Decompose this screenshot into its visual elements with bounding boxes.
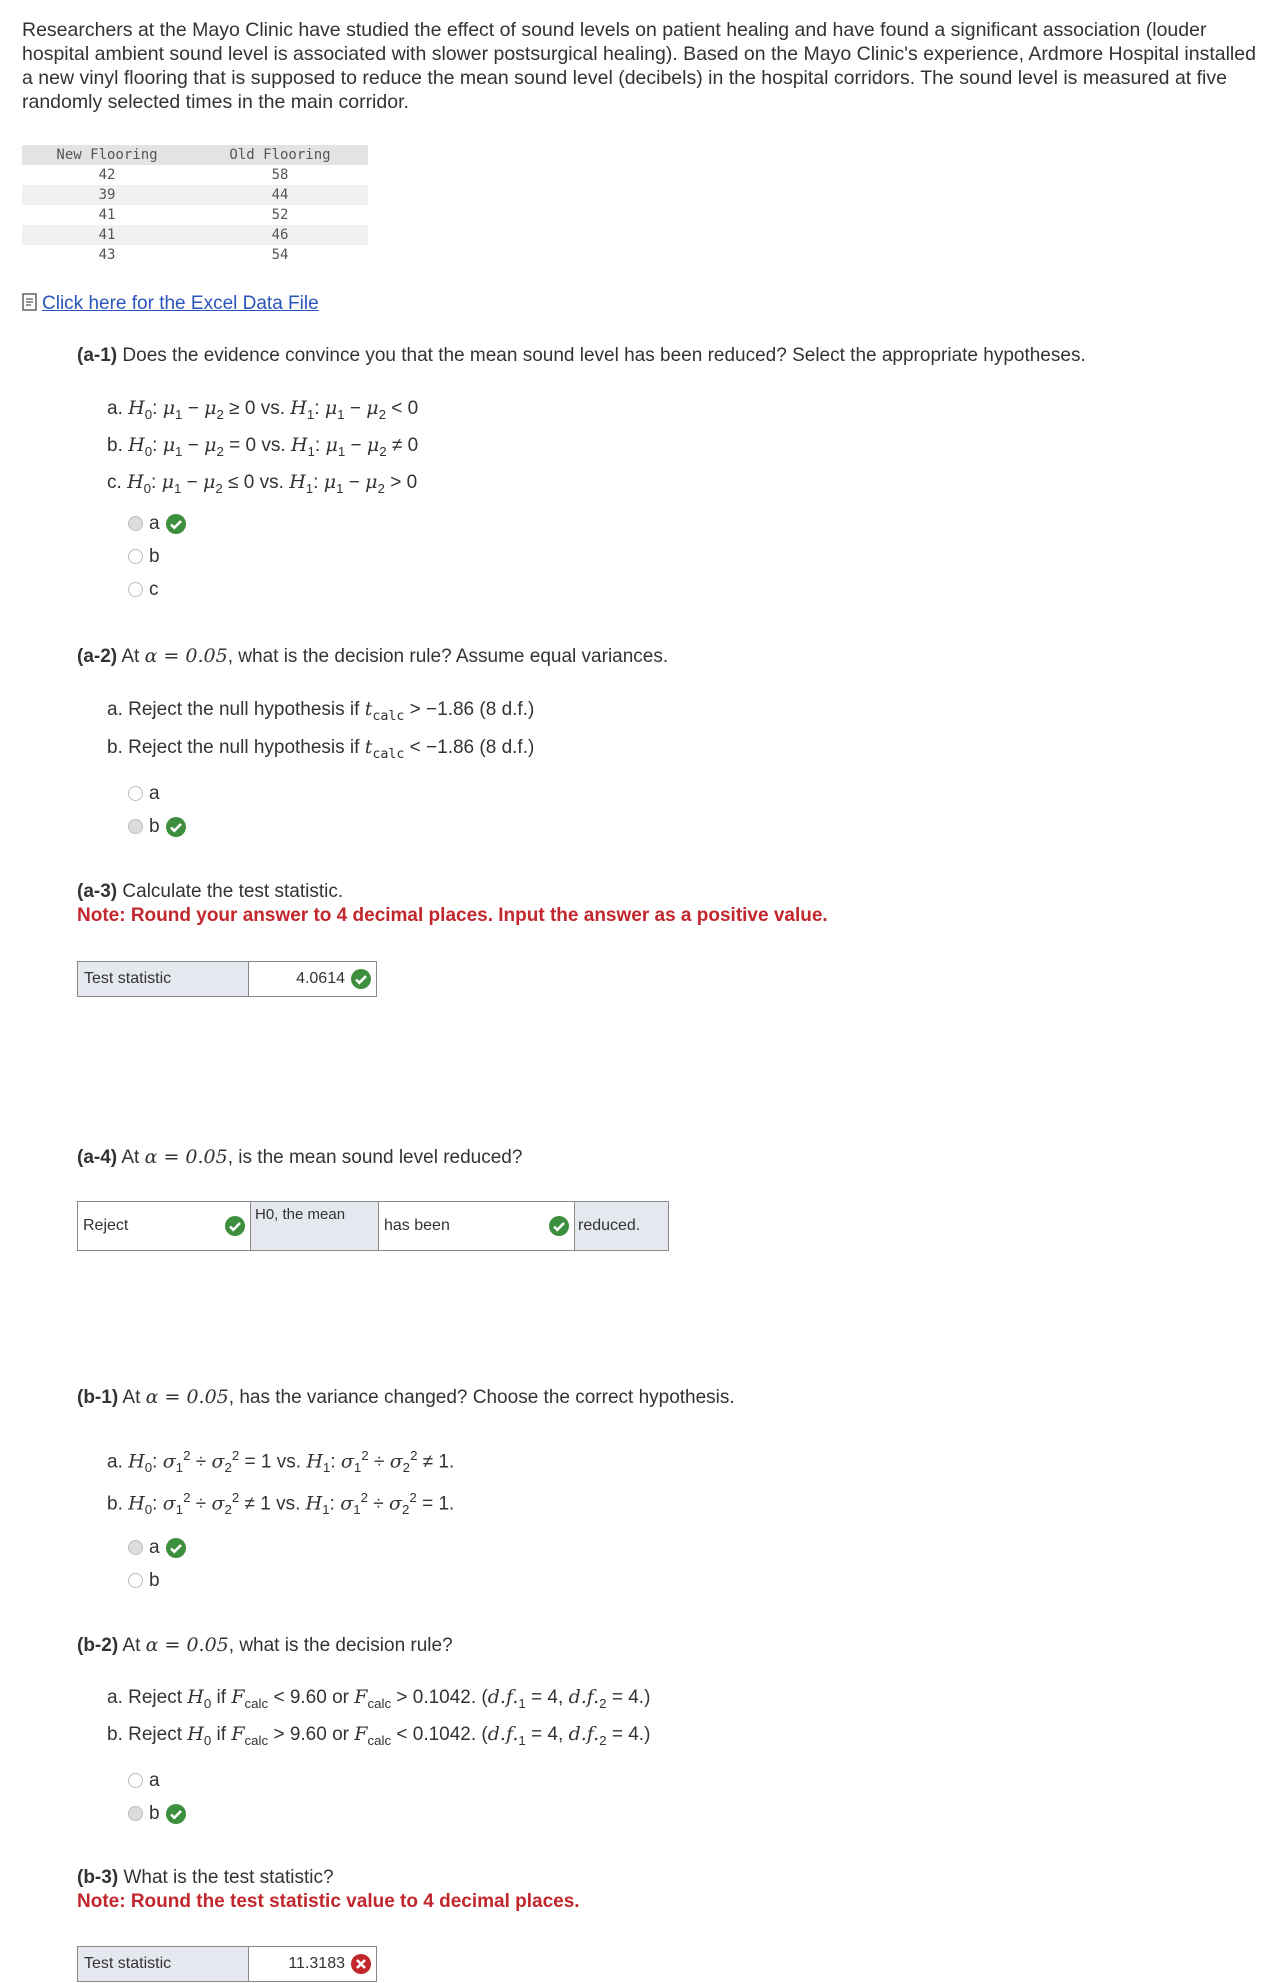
table-cell: 41 xyxy=(22,225,192,245)
table-cell: 41 xyxy=(98,207,116,223)
radio-b[interactable]: b xyxy=(128,1564,187,1597)
question-a2: (a-2) At α = 0.05, what is the decision rule? Assume equal variances. xyxy=(77,645,669,667)
radio-circle[interactable] xyxy=(128,1573,143,1588)
radio-a[interactable]: a xyxy=(128,1764,187,1797)
radio-a[interactable]: a xyxy=(128,507,187,540)
radio-a[interactable]: a xyxy=(128,1531,187,1564)
check-icon xyxy=(165,816,187,838)
static-text-reduced: reduced. xyxy=(575,1202,668,1250)
b1-radio-group xyxy=(128,1531,187,1597)
answer-input[interactable]: 11.3183 xyxy=(249,1947,376,1981)
a1-options xyxy=(107,393,418,503)
table-cell: 42 xyxy=(98,167,116,183)
radio-b[interactable]: b xyxy=(128,540,187,573)
question-b3: (b-3) What is the test statistic? Note: Round the test statistic value to 4 decimal places. xyxy=(77,1867,580,1912)
b2-radio-group xyxy=(128,1764,187,1830)
radio-circle[interactable] xyxy=(128,1806,143,1821)
radio-circle[interactable] xyxy=(128,1540,143,1555)
question-b1: (b-1) At α = 0.05, has the variance changed? Choose the correct hypothesis. xyxy=(77,1386,735,1408)
radio-circle[interactable] xyxy=(128,786,143,801)
check-icon xyxy=(165,1537,187,1559)
option-b: b. $H_0$: $\mu_1 - \mu_2 = 0$ vs. $H_1$: $\mu_1 - \mu_2 \ne 0$ xyxy=(107,433,419,459)
problem-intro: Researchers at the Mayo Clinic have studied the effect of sound levels on patient healing and have found a significant association (louder hospital ambient sound level is associated with slower postsurgical healing). Based on the Mayo Clinic's experience, Ardmore Hospital installed a new vinyl flooring that is supposed to reduce the mean sound level (decibels) in the hospital corridors. The sound level is measured at five randomly selected times in the main corridor. xyxy=(22,19,1256,113)
b2-options xyxy=(107,1682,650,1756)
question-b2: (b-2) At α = 0.05, what is the decision rule? xyxy=(77,1634,453,1656)
radio-a[interactable]: a xyxy=(128,777,187,810)
option-a: a. $H_0$: $\mu_1 - \mu_2 \ge 0$ vs. $H_1$: $\mu_1 - \mu_2 < 0$ xyxy=(107,397,419,422)
question-text: Does the evidence convince you that the mean sound level has been reduced? Select the appropriate hypotheses. xyxy=(122,345,1086,366)
a2-options xyxy=(107,694,534,770)
option-b: b. Reject $H_0$ if $F_{calc} > 9.60$ or $F_{calc} < 0.1042$. ($d.f._1 = 4$, $d.f._2 = 4$.) xyxy=(107,1722,651,1748)
error-icon xyxy=(350,1953,372,1975)
a1-radio-group xyxy=(128,507,187,606)
excel-link-text: Click here for the Excel Data File xyxy=(42,293,319,314)
table-cell: 43 xyxy=(98,247,116,263)
question-a1 xyxy=(77,345,1086,367)
check-icon xyxy=(548,1215,570,1237)
question-a4: (a-4) At α = 0.05, is the mean sound level reduced? xyxy=(77,1146,523,1168)
b1-options xyxy=(107,1441,454,1525)
radio-circle[interactable] xyxy=(128,1773,143,1788)
static-text-h0: H0, the mean xyxy=(251,1202,379,1250)
check-icon xyxy=(165,513,187,535)
note-text: Note: Round the test statistic value to 4 decimal places. xyxy=(77,1891,580,1912)
answer-label: Test statistic xyxy=(78,962,249,996)
radio-b[interactable]: b xyxy=(128,1797,187,1830)
data-table xyxy=(22,145,368,265)
table-header: Old Flooring xyxy=(192,145,368,165)
answer-input[interactable]: 4.0614 xyxy=(249,962,376,996)
question-label: (a-1) xyxy=(77,345,118,366)
note-text: Note: Round your answer to 4 decimal places. Input the answer as a positive value. xyxy=(77,905,828,926)
table-cell: 52 xyxy=(271,207,289,223)
check-icon xyxy=(350,968,372,990)
check-icon xyxy=(165,1803,187,1825)
question-a3: (a-3) Calculate the test statistic. Note: Round your answer to 4 decimal places. Input the answer as a positive value. xyxy=(77,881,828,926)
radio-c[interactable]: c xyxy=(128,573,187,606)
radio-circle[interactable] xyxy=(128,819,143,834)
radio-circle[interactable] xyxy=(128,549,143,564)
table-cell: 46 xyxy=(192,225,368,245)
a2-radio-group xyxy=(128,777,187,843)
option-c: c. $H_0$: $\mu_1 - \mu_2 \le 0$ vs. $H_1$: $\mu_1 - \mu_2 > 0$ xyxy=(107,470,418,496)
dropdown-reject[interactable]: Reject xyxy=(78,1202,251,1250)
radio-circle[interactable] xyxy=(128,516,143,531)
option-b: b. $H_0$: $\sigma_1^2 \div \sigma_2^2 \ne 1$ vs. $H_1$: $\sigma_1^2 \div \sigma_2^2 = 1$. xyxy=(107,1490,455,1518)
option-a: a. Reject $H_0$ if $F_{calc} < 9.60$ or $F_{calc} > 0.1042$. ($d.f._1 = 4$, $d.f._2 = 4$.) xyxy=(107,1686,651,1711)
table-cell: 39 xyxy=(22,185,192,205)
option-a: a. $H_0$: $\sigma_1^2 \div \sigma_2^2 = 1$ vs. $H_1$: $\sigma_1^2 \div \sigma_2^2 \ne 1$. xyxy=(107,1448,455,1476)
check-icon xyxy=(224,1215,246,1237)
option-a: a. Reject the null hypothesis if $t_{calc} > -1.86$ (8 d.f.) xyxy=(107,698,535,724)
table-header: New Flooring xyxy=(22,145,192,165)
radio-b[interactable]: b xyxy=(128,810,187,843)
answer-label: Test statistic xyxy=(78,1947,249,1981)
table-cell: 54 xyxy=(271,247,289,263)
document-icon xyxy=(22,293,38,311)
excel-link[interactable] xyxy=(22,293,319,315)
a4-answer-row xyxy=(77,1201,669,1251)
radio-circle[interactable] xyxy=(128,582,143,597)
b3-answer-box xyxy=(77,1946,377,1982)
table-cell: 58 xyxy=(271,167,289,183)
table-cell: 44 xyxy=(192,185,368,205)
option-b: b. Reject the null hypothesis if $t_{calc} < -1.86$ (8 d.f.) xyxy=(107,735,535,762)
dropdown-has-been[interactable]: has been xyxy=(379,1202,575,1250)
a3-answer-box xyxy=(77,961,377,997)
